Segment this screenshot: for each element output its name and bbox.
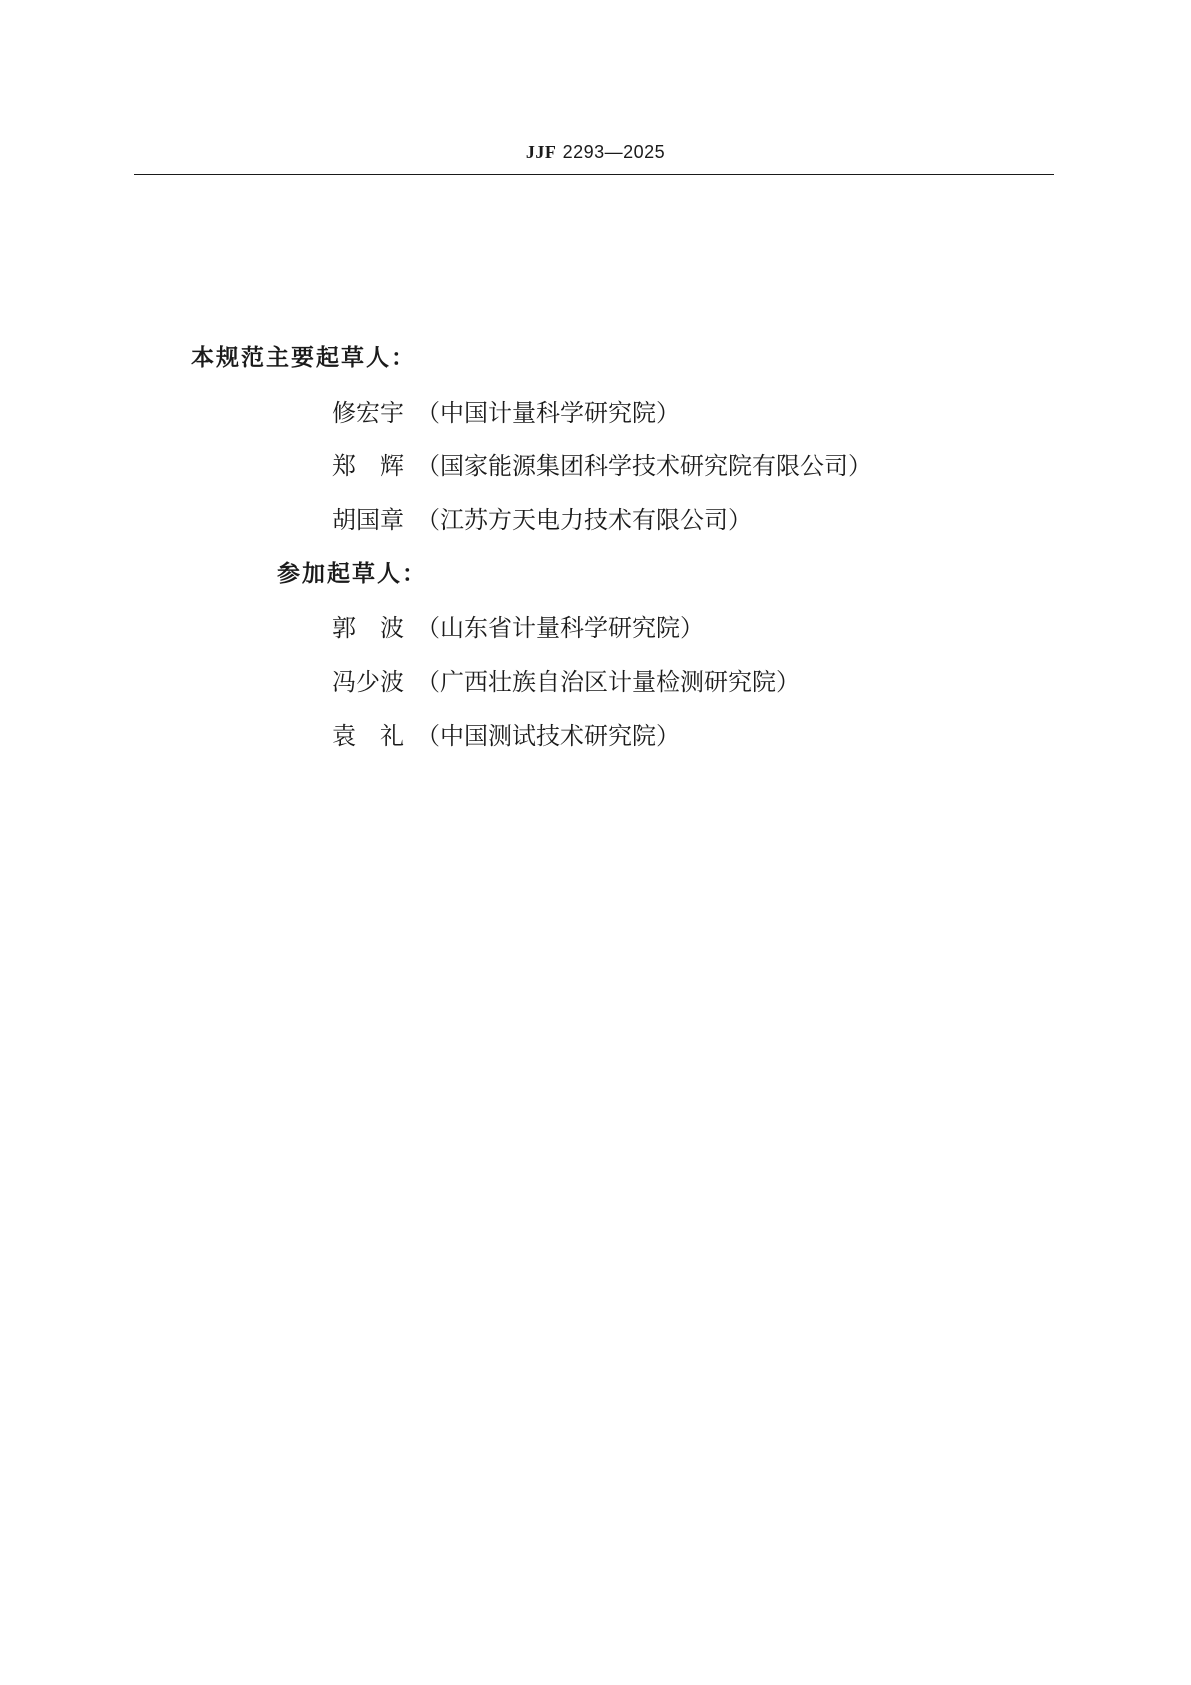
drafter-org: （中国测试技术研究院） bbox=[416, 722, 680, 750]
drafter-name: 修宏宇 bbox=[332, 399, 404, 427]
main-drafter-2 bbox=[332, 450, 872, 482]
participating-drafter-1 bbox=[332, 612, 704, 644]
main-drafters-heading: 本规范主要起草人： bbox=[191, 345, 416, 371]
drafter-org: （中国计量科学研究院） bbox=[416, 399, 680, 427]
drafter-name: 袁 礼 bbox=[332, 722, 404, 750]
drafter-org: （山东省计量科学研究院） bbox=[416, 614, 704, 642]
participating-drafter-2 bbox=[332, 666, 800, 698]
drafter-name: 冯少波 bbox=[332, 668, 404, 696]
standard-number: 2293—2025 bbox=[562, 142, 666, 162]
header-rule bbox=[134, 174, 1054, 175]
running-header bbox=[0, 140, 1191, 165]
drafter-name: 郭 波 bbox=[332, 614, 404, 642]
participating-drafter-3 bbox=[332, 720, 680, 752]
main-drafter-1 bbox=[332, 397, 680, 429]
drafter-org: （广西壮族自治区计量检测研究院） bbox=[416, 668, 800, 696]
drafter-name: 胡国章 bbox=[332, 506, 404, 534]
participating-drafters-heading: 参加起草人： bbox=[277, 561, 427, 587]
drafter-name: 郑 辉 bbox=[332, 452, 404, 480]
drafter-org: （江苏方天电力技术有限公司） bbox=[416, 506, 752, 534]
drafter-org: （国家能源集团科学技术研究院有限公司） bbox=[416, 452, 872, 480]
standard-code: JJF bbox=[525, 142, 557, 162]
main-drafter-3 bbox=[332, 504, 752, 536]
